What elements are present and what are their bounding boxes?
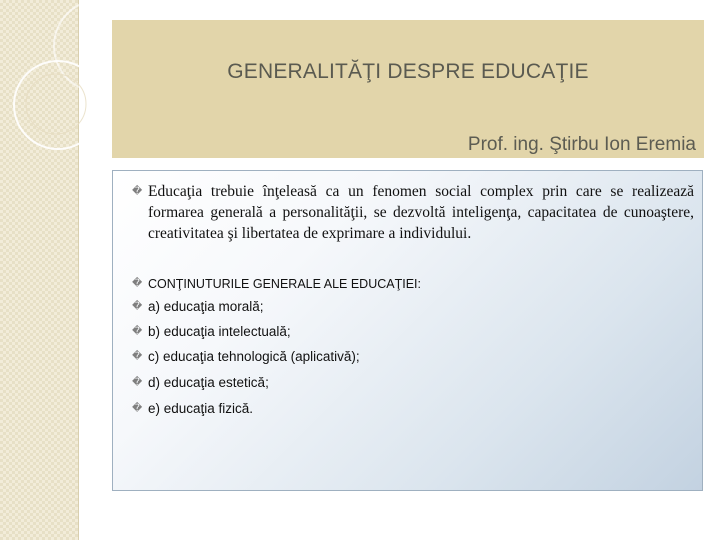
list-item-text: b) educaţia intelectuală; bbox=[148, 324, 291, 339]
list-item-text: c) educaţia tehnologică (aplicativă); bbox=[148, 349, 360, 364]
list-item bbox=[132, 324, 694, 340]
bullet-icon: � bbox=[132, 351, 143, 362]
bullet-icon: � bbox=[132, 377, 143, 388]
list-item bbox=[132, 375, 694, 391]
bullet-icon: � bbox=[132, 186, 143, 197]
list-item bbox=[132, 349, 694, 365]
list-item bbox=[132, 401, 694, 417]
list-item-text: d) educaţia estetică; bbox=[148, 375, 269, 390]
bullet-icon: � bbox=[132, 403, 143, 414]
list-item bbox=[132, 299, 694, 315]
list-item-text: a) educaţia morală; bbox=[148, 299, 264, 314]
content-heading: CONŢINUTURILE GENERALE ALE EDUCAŢIEI: bbox=[148, 277, 421, 291]
bullet-icon: � bbox=[132, 326, 143, 337]
slide-title: GENERALITĂŢI DESPRE EDUCAŢIE bbox=[227, 60, 589, 83]
bullet-icon: � bbox=[132, 301, 143, 312]
body-paragraph: Educaţia trebuie înţeleasă ca un fenomen social complex prin care se realizează formarea generală a personalităţii, se dezvoltă inteligenţa, capacitatea de cunoaştere, creativitatea şi libertatea de exprimare a individului. bbox=[148, 183, 694, 242]
heading-item bbox=[132, 276, 694, 292]
paragraph-item bbox=[132, 181, 694, 244]
bullet-icon: � bbox=[132, 278, 143, 289]
list-item-text: e) educaţia fizică. bbox=[148, 401, 254, 416]
slide-subtitle: Prof. ing. Ştirbu Ion Eremia bbox=[467, 134, 696, 155]
